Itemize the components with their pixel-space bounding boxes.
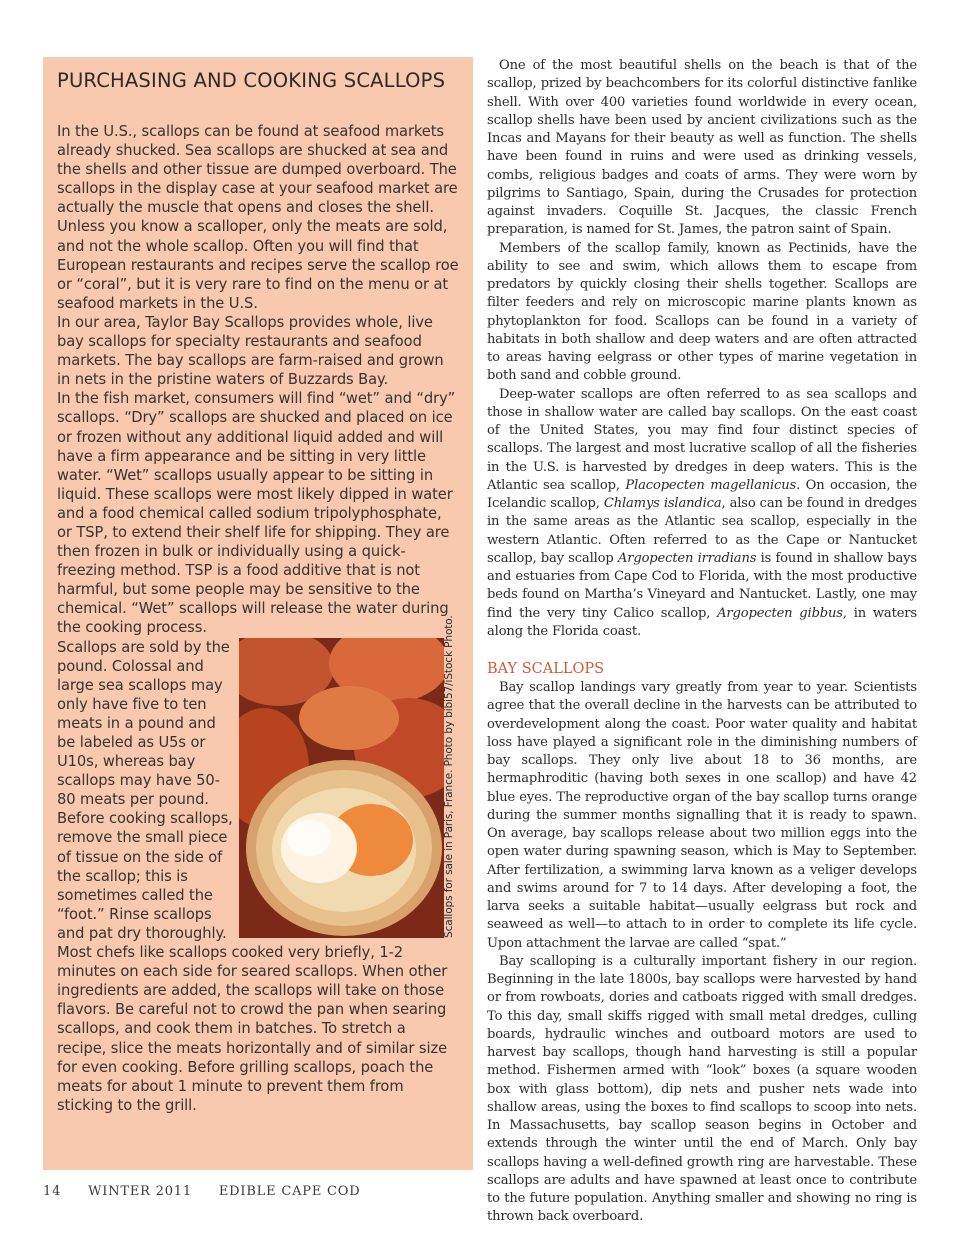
page-number: 14 (43, 1184, 62, 1199)
article-paragraph: One of the most beautiful shells on the beach is that of the scallop, prized by beachcombers for its colorful distinctive fanlike shell. With over 400 varieties found worldwide in every ocean, scallop shells have been used by ancient civilizations such as the Incas and Mayans for their beauty as well as function. The shells have been found in ruins and were used as drinking vessels, combs, religious badges and coats of arms. They were worn by pilgrims to Santiago, Spain, during the Crusades for protection against invaders. Coquille St. Jacques, the classic French preparation, is named for St. James, the patron saint of Spain. (487, 58, 917, 238)
main-article (487, 57, 917, 1227)
text-run: , also can be found in dredges in the same areas as the Atlantic sea scallop, especially in the western Atlantic. Often referred to as the Cape or Nantucket scallop, bay scallop (487, 496, 917, 566)
text-run: is found in shallow bays and estuaries from Cape Cod to Florida, with the most productive beds found on Martha’s Vineyard and Nantucket. Lastly, one may find the very tiny Calico scallop, (487, 550, 917, 621)
sidebar-paragraph: Most chefs like scallops cooked very briefly, 1-2 minutes on each side for seared scallops. When other ingredients are added, the scallops will take on those flavors. Be careful not to crowd the pan when searing scallops, and cook them in batches. To stretch a recipe, slice the meats horizontally and of similar size for even cooking. Before grilling scallops, poach the meats for about 1 minute to prevent them from sticking to the grill. (57, 944, 448, 1114)
article-paragraph: Bay scallop landings vary greatly from year to year. Scientists agree that the overall decline in the harvests can be attributed to overdevelopment along the coast. Poor water quality and habitat loss have played a significant role in the diminishing numbers of bay scallops. They only live about 18 to 36 months, are hermaphroditic (having both sexes in one scallop) and have 42 blue eyes. The reproductive organ of the bay scallop turns orange during the summer months signalling that it is ready to spawn. On average, bay scallops release about two million eggs into the open water during spawning season, which is May to September. After fertilization, a swimming larva known as a veliger develops and swims around for 7 to 14 days. After developing a foot, the larva seeks a suitable habitat—usually eelgrass but rock and seaweed as well—to attach to in order to complete its life cycle. Upon attachment the larvae are called “spat.” (487, 680, 917, 951)
article-paragraph: Bay scalloping is a culturally important fishery in our region. Beginning in the late 1800s, bay scallops were harvested by hand or from rowboats, dories and catboats rigged with small dredges. To this day, small skiffs rigged with small metal dredges, culling boards, hydraulic winches and outboard motors are used to harvest bay scallops, though hand harvesting is still a popular method. Fishermen armed with “look” boxes (a square wooden box with glass bottom), dip nets and pusher nets wade into shallow areas, using the boxes to find scallops to scoop into nets. In Massachusetts, bay scallop season begins in October and extends through the winter until the end of March. Only bay scallops having a well-defined growth ring are harvestable. These scallops are adults and have spawned at least once to contribute to the future population. Anything smaller and showing no ring is thrown back overboard. (487, 953, 917, 1225)
text-run: , in waters along the Florida coast. (487, 605, 917, 639)
issue-label: WINTER 2011 (88, 1184, 192, 1199)
sidebar-paragraph: In the fish market, consumers will find “wet” and “dry” scallops. “Dry” scallops are shucked and placed on ice or frozen without any additional liquid added and will have a firm appearance and be sitting in very little water. “Wet” scallops usually appear to be sitting in liquid. These scallops were most likely dipped in water and a food chemical called sodium tripolyphosphate, or TSP, to extend their shelf life for shipping. They are then frozen in bulk or individually using a quick-freezing method. TSP is a food additive that is not harmful, but some people may be sensitive to the chemical. “Wet” scallops will release the water during the cooking process. (57, 390, 456, 637)
species-name: Chlamys islandica (603, 496, 722, 511)
species-name: Placopecten magellanicus (625, 477, 797, 493)
photo-credit: Scallops for sale in Paris, France. Photo by bibi57/iStock Photo. (443, 614, 455, 938)
species-name: Argopecten gibbus (717, 605, 843, 621)
sidebar-box (43, 57, 473, 1170)
sidebar-paragraph-text: Scallops are sold by the pound. Colossal and large sea scallops may only have five to ten meats in a pound and be labeled as U5s or U10s, whereas bay scallops may have 50-80 meats per pound. Before cooking scallops, remove the small piece of tissue on the side of the scallop; this is sometimes called the “foot.” Rinse scallops and pat dry thoroughly. (57, 638, 233, 942)
section-heading-bay-scallops: BAY SCALLOPS (487, 661, 605, 677)
sidebar-paragraph: In our area, Taylor Bay Scallops provides whole, live bay scallops for specialty restaurants and seafood markets. The bay scallops are farm-raised and grown in nets in the pristine waters of Buzzards Bay. (57, 313, 444, 389)
article-paragraph-species (487, 386, 917, 642)
text-run: . On occasion, the Icelandic scallop, (487, 477, 917, 511)
sidebar-paragraph: In the U.S., scallops can be found at seafood markets already shucked. Sea scallops are shucked at sea and the shells and other tissue are dumped overboard. The scallops in the display case at your seafood market are actually the muscle that opens and closes the shell. Unless you know a scalloper, only the meats are sold, and not the whole scallop. Often you will find that European restaurants and recipes serve the scallop roe or “coral”, but it is very rare to find on the menu or at seafood markets in the U.S. (57, 123, 459, 312)
sidebar-paragraph-with-photo (57, 614, 459, 944)
sidebar-title: PURCHASING AND COOKING SCALLOPS (57, 69, 446, 92)
page-footer (43, 1184, 382, 1199)
text-run: Deep-water scallops are often referred to as sea scallops and those in shallow water are called bay scallops. On the east coast of the United States, you may find four distinct species of scallops. The largest and most lucrative scallop of all the fisheries in the U.S. is harvested by dredges in deep waters. This is the Atlantic sea scallop, (487, 386, 917, 493)
scallop-photo (239, 614, 463, 938)
scallop-photo-image (239, 638, 444, 938)
publication-name: EDIBLE CAPE COD (218, 1184, 361, 1199)
species-name: Argopecten irradians (617, 550, 757, 566)
article-paragraph: Members of the scallop family, known as Pectinids, have the ability to see and swim, which allows them to escape from predators by quickly closing their shells together. Scallops are filter feeders and rely on microscopic marine plants known as phytoplankton for food. Scallops can be found in a variety of habitats in both shallow and deep waters and are often attracted to areas having eelgrass or other types of marine vegetation in both sand and cobble ground. (487, 240, 917, 384)
